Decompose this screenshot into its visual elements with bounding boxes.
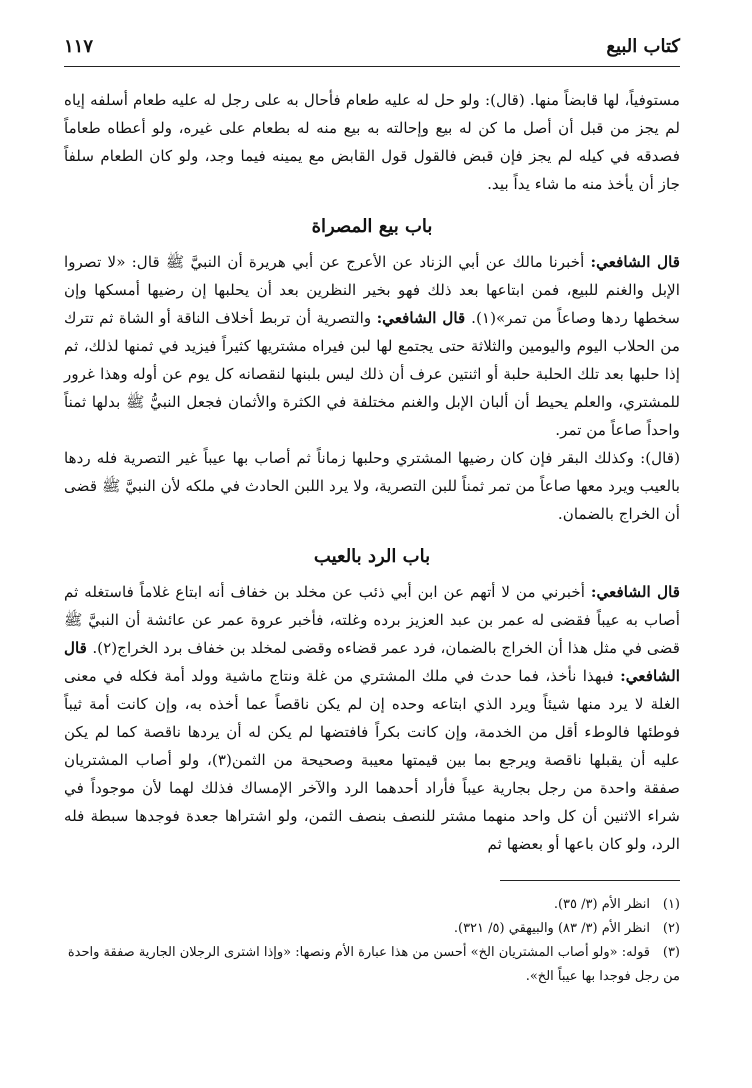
footnote-number: (١) xyxy=(662,897,680,912)
radd-paragraph xyxy=(64,578,680,858)
musarrah-paragraph-1 xyxy=(64,248,680,444)
speaker-label: قال الشافعي: xyxy=(64,639,680,685)
book-page xyxy=(64,30,680,989)
intro-paragraph: مستوفياً، لها قابضاً منها. (قال): ولو حل له عليه طعام فأحال به على رجل له عليه طعام أسلفه إياه لم يجز من قبل أن أصل ما كن له بيع وإحالته به بيع منه له بطعام على غيره، ولو أعطاه طعاماً فصدقه في كيله لم يجز فإن قبض فالقول قول القابض مع يمينه فيما وجد، ولو كان الطعام سلفاً جاز أن يأخذ منه ما شاء يداً بيد. xyxy=(64,91,680,193)
footnote-divider xyxy=(500,880,680,881)
page-header xyxy=(64,30,680,70)
paragraph-text: فبهذا نأخذ، فما حدث في ملك المشتري من غلة ونتاج ماشية وولد أمة فكله في معنى الغلة لا يرد منها شيئاً ويرد الذي ابتاعه وحده إن لم يكن ناقصاً عما أخذه به، وإن كانت أمة ثيباً فوطئها فالوطء أقل من الخدمة، وإن كانت بكراً فافتضها لم يكن له أن يردها ناقصة كما لم يكن عليه أن يقبلها ناقصة ويرجع بما بين قيمتها معيبة وصحيحة من الثمن(٣)، ولو أصاب المشتريان صفقة واحدة من رجل بجارية عيباً فأراد أحدهما الرد والآخر الإمساك فذلك لهما لأن موجوداً في شراء الاثنين أن كل واحد منهما مشتر للنصف بنصف الثمن، ولو اشتراها جعدة فوجدها سبطة فله الرد، ولو كان باعها أو بعضها ثم xyxy=(64,667,680,853)
footnote xyxy=(64,941,680,989)
header-rule xyxy=(64,66,680,67)
paragraph-text: أخبرني من لا أتهم عن ابن أبي ذئب عن مخلد بن خفاف أنه ابتاع غلاماً فاستغله ثم أصاب به عيباً فقضى له عمر بن عبد العزيز برده وغلته، فأخبر عروة عمر عن عائشة أن النبيَّ ﷺ قضى في مثل هذا أن الخراج بالضمان، فرد عمر قضاءه وقضى لمخلد بن خفاف برد الخراج(٢). xyxy=(64,583,680,657)
footnote-number: (٢) xyxy=(662,921,680,936)
footnote-number: (٣) xyxy=(662,945,680,960)
paragraph-text: والتصرية أن تربط أخلاف الناقة أو الشاة ثم تترك من الحلاب اليوم واليومين والثلاثة حتى يجتمع لها لبن فيراه مشتريها كثيراً فيزيد في ثمنها لذلك، ثم إذا حلبها بعد تلك الحلبة حلبة أو اثنتين عرف أن ذلك ليس بلبنها لنقصانه كل يوم عن أوله وهذا غرور للمشتري، والعلم يحيط أن ألبان الإبل والغنم مختلفة في الكثرة والأثمان فجعل النبيُّ ﷺ بدلها ثمناً واحداً صاعاً من تمر. xyxy=(64,309,680,439)
page-body xyxy=(64,86,680,858)
section-title-musarrah: باب بيع المصراة xyxy=(311,216,433,237)
paragraph-text: أخبرنا مالك عن أبي الزناد عن الأعرج عن أبي هريرة أن النبيَّ ﷺ قال: «لا تصروا الإبل والغنم للبيع، فمن ابتاعها بعد ذلك فهو بخير النظرين بعد أن يحلبها إن رضيها أمسكها وإن سخطها ردها وصاعاً من تمر»(١). xyxy=(64,253,680,327)
speaker-label: قال الشافعي: xyxy=(590,253,681,271)
speaker-label: قال الشافعي: xyxy=(376,309,472,327)
section-title-radd: باب الرد بالعيب xyxy=(313,546,431,567)
footnotes xyxy=(64,893,680,989)
musarrah-paragraph-2: (قال): وكذلك البقر فإن كان رضيها المشتري وحلبها زماناً ثم أصاب بها عيباً غير التصرية فله ردها بالعيب ويرد معها صاعاً من تمر ثمناً للبن التصرية، ولا يرد اللبن الحادث في ملكه لأن النبيَّ ﷺ قضى أن الخراج بالضمان. xyxy=(64,449,680,523)
footnote-text: انظر الأم (٣/ ٣٥). xyxy=(553,897,650,912)
footnote xyxy=(64,917,680,941)
speaker-label: قال الشافعي: xyxy=(590,583,680,601)
footnote-text: قوله: «ولو أصاب المشتريان الخ» أحسن من هذا عبارة الأم ونصها: «وإذا اشترى الرجلان الجارية صفقة واحدة من رجل فوجدا بها عيباً الخ». xyxy=(67,945,680,984)
page-number: ١١٧ xyxy=(64,36,94,57)
footnote-text: انظر الأم (٣/ ٨٣) والبيهقي (٥/ ٣٢١). xyxy=(453,921,650,936)
footnote xyxy=(64,893,680,917)
running-title: كتاب البيع xyxy=(606,36,680,57)
